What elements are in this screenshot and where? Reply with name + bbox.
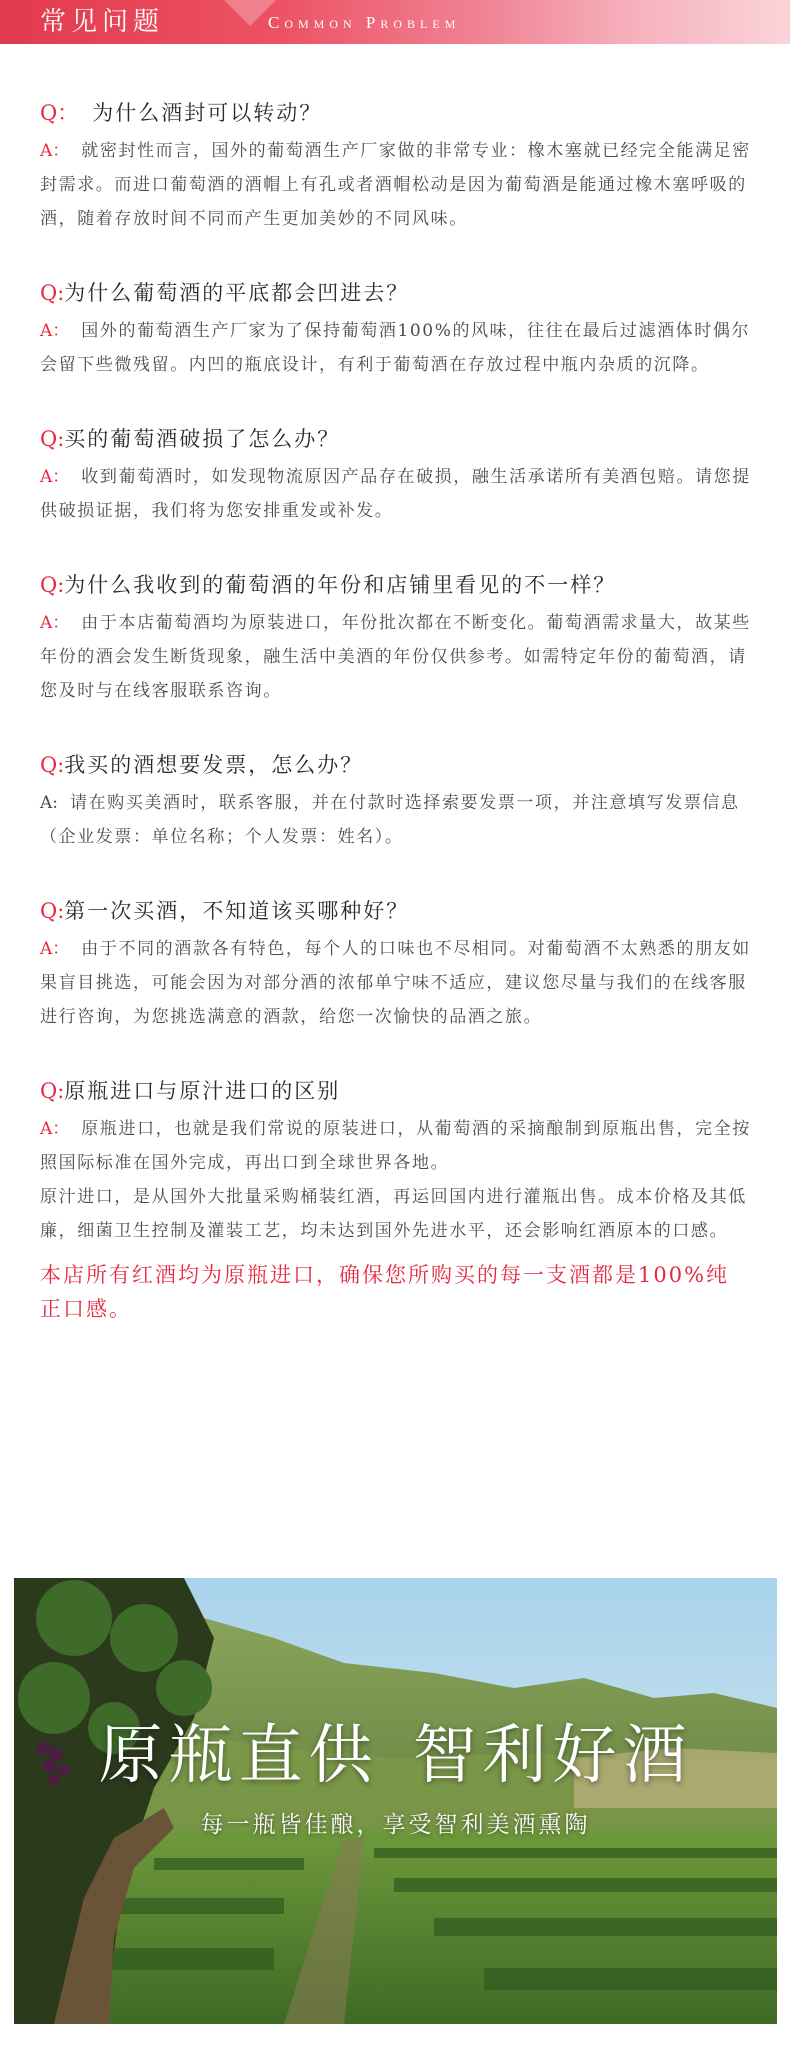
faq-question — [40, 570, 752, 600]
answer-text: 原瓶进口，也就是我们常说的原装进口，从葡萄酒的采摘酿制到原瓶出售，完全按照国际标准在国外完成，再出口到全球世界各地。 — [40, 1119, 751, 1173]
answer-mark: A： — [40, 613, 70, 633]
answer-text: 国外的葡萄酒生产厂家为了保持葡萄酒100%的风味，往往在最后过滤酒体时偶尔会留下些微残留。内凹的瓶底设计，有利于葡萄酒在存放过程中瓶内杂质的沉降。 — [40, 321, 751, 375]
answer-text: 由于不同的酒款各有特色，每个人的口味也不尽相同。对葡萄酒不太熟悉的朋友如果盲目挑选，可能会因为对部分酒的浓郁单宁味不适应，建议您尽量与我们的在线客服进行咨询，为您挑选满意的酒款，给您一次愉快的品酒之旅。 — [40, 939, 751, 1027]
headline-part-1: 原瓶直供 — [98, 1719, 379, 1793]
faq-item — [40, 424, 752, 528]
faq-answer — [40, 786, 752, 854]
faq-answer — [40, 134, 752, 236]
faq-question — [40, 750, 752, 780]
faq-item — [40, 1076, 752, 1248]
faq-item — [40, 570, 752, 708]
answer-text: 收到葡萄酒时，如发现物流原因产品存在破损，融生活承诺所有美酒包赔。请您提供破损证据，我们将为您安排重发或补发。 — [40, 467, 751, 521]
answer-mark: A: — [40, 793, 59, 813]
vineyard-landscape-illustration — [14, 1578, 777, 2024]
faq-answer — [40, 314, 752, 382]
faq-item — [40, 98, 752, 236]
question-mark: Q: — [40, 1079, 65, 1103]
question-text: 第一次买酒，不知道该买哪种好？ — [64, 899, 410, 923]
answer-mark: A： — [40, 467, 70, 487]
faq-answer — [40, 932, 752, 1034]
answer-mark: A： — [40, 1119, 70, 1139]
faq-question — [40, 278, 752, 308]
faq-question — [40, 98, 752, 128]
answer-mark: A： — [40, 321, 70, 341]
question-text: 我买的酒想要发票，怎么办？ — [64, 753, 364, 777]
question-text: 为什么葡萄酒的平底都会凹进去？ — [64, 281, 410, 305]
answer-text: 就密封性而言，国外的葡萄酒生产厂家做的非常专业：橡木塞就已经完全能满足密封需求。而进口葡萄酒的酒帽上有孔或者酒帽松动是因为葡萄酒是能通过橡木塞呼吸的酒，随着存放时间不同而产生更加美妙的不同风味。 — [40, 141, 751, 229]
question-text: 原瓶进口与原汁进口的区别 — [64, 1079, 341, 1103]
question-text: 为什么我收到的葡萄酒的年份和店铺里看见的不一样？ — [64, 573, 617, 597]
question-mark: Q: — [40, 573, 65, 597]
question-text: 为什么酒封可以转动？ — [92, 101, 323, 125]
question-text: 买的葡萄酒破损了怎么办？ — [64, 427, 341, 451]
faq-answer — [40, 1112, 752, 1248]
section-title-en: Common Problem — [268, 13, 461, 32]
section-title-cn: 常见问题 — [40, 7, 165, 37]
question-mark: Q: — [40, 753, 65, 777]
question-mark: Q: — [40, 281, 65, 305]
faq-item — [40, 896, 752, 1034]
answer-text: 由于本店葡萄酒均为原装进口，年份批次都在不断变化。葡萄酒需求量大，故某些年份的酒会发生断货现象，融生活中美酒的年份仅供参考。如需特定年份的葡萄酒，请您及时与在线客服联系咨询。 — [40, 613, 751, 701]
faq-question — [40, 1076, 752, 1106]
faq-item — [40, 750, 752, 854]
faq-item — [40, 278, 752, 382]
question-mark: Q: — [40, 899, 65, 923]
answer-mark: A： — [40, 141, 70, 161]
question-mark: Q: — [40, 427, 65, 451]
faq-answer — [40, 460, 752, 528]
question-mark: Q： — [40, 101, 79, 125]
banner-subline: 每一瓶皆佳酿，享受智利美酒熏陶 — [200, 1812, 591, 1838]
section-header-banner — [0, 0, 790, 44]
answer-text: 原汁进口，是从国外大批量采购桶装红酒，再运回国内进行灌瓶出售。成本价格及其低廉，细菌卫生控制及灌装工艺，均未达到国外先进水平，还会影响红酒原本的口感。 — [40, 1187, 747, 1241]
faq-question — [40, 424, 752, 454]
vineyard-banner — [14, 1578, 777, 2024]
faq-list — [40, 98, 752, 1326]
authenticity-notice: 本店所有红酒均为原瓶进口，确保您所购买的每一支酒都是100%纯正口感。 — [40, 1263, 730, 1321]
headline-part-2: 智利好酒 — [412, 1719, 693, 1793]
answer-mark: A： — [40, 939, 70, 959]
faq-question — [40, 896, 752, 926]
answer-text: 请在购买美酒时，联系客服，并在付款时选择索要发票一项，并注意填写发票信息（企业发票：单位名称；个人发票：姓名）。 — [40, 793, 740, 847]
banner-headline — [14, 1716, 777, 1796]
faq-answer — [40, 606, 752, 708]
